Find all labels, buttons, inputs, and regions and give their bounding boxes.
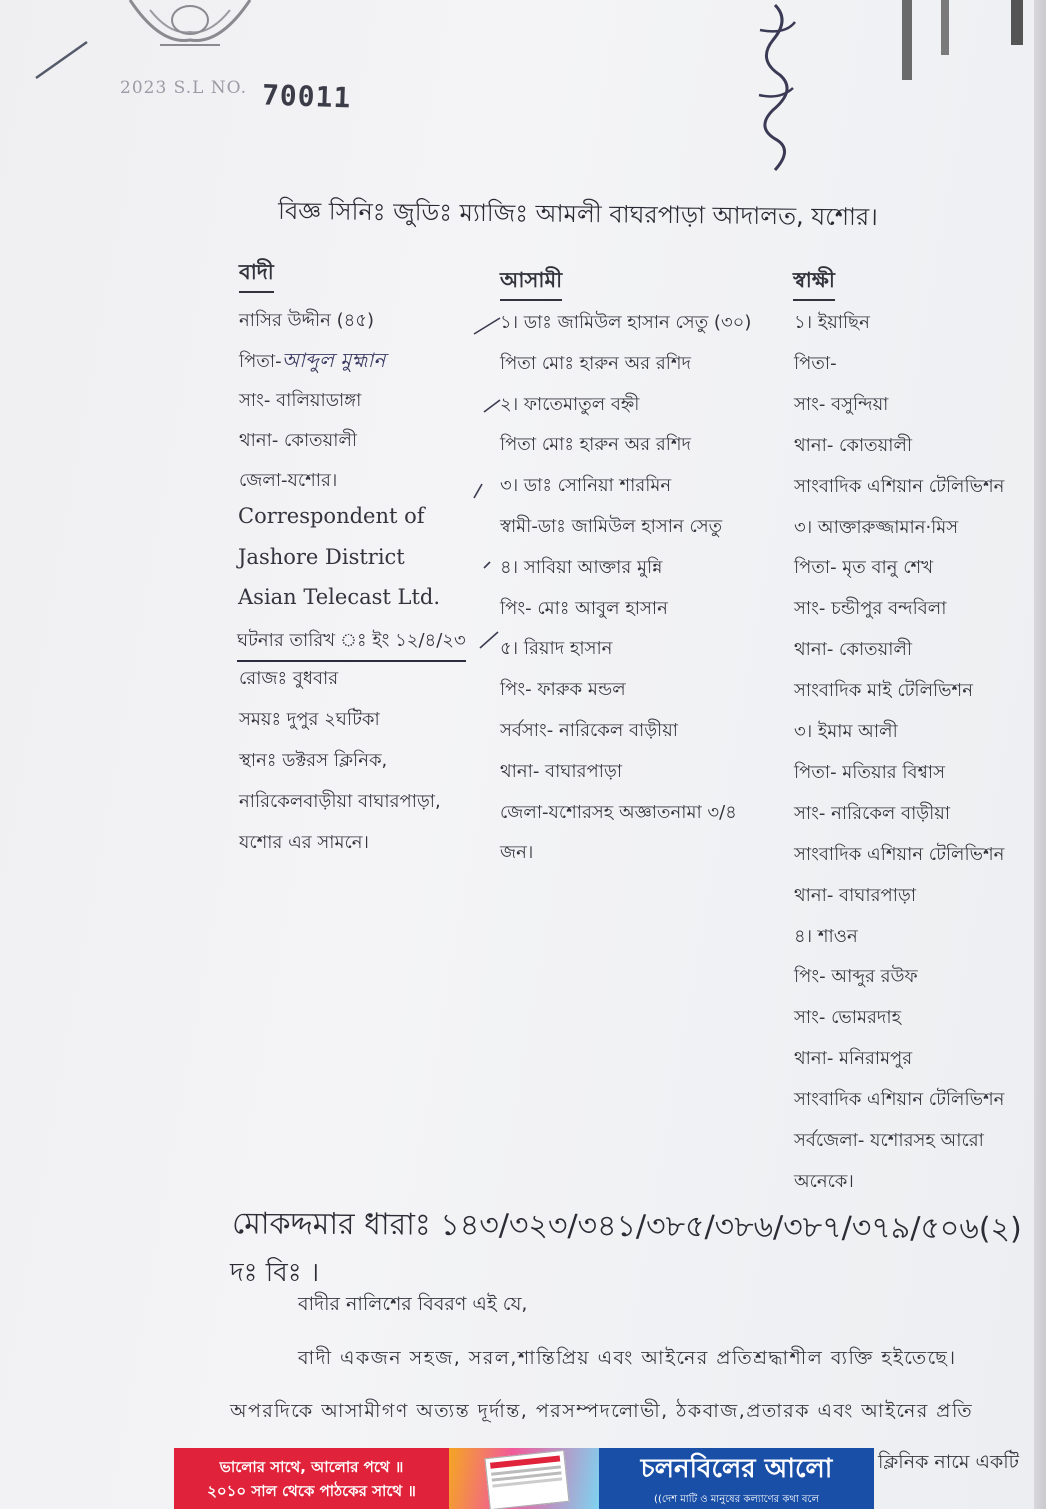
accused-line: ৫। রিয়াদ হাসান bbox=[500, 638, 613, 660]
banner-newspaper-image bbox=[449, 1448, 599, 1509]
edge-stamp bbox=[900, 0, 914, 95]
witness-line: সাংবাদিক এশিয়ান টেলিভিশন bbox=[794, 475, 1005, 497]
incident-date: ঘটনার তারিখ ঃ ইং ১২/৪/২৩ bbox=[237, 626, 466, 662]
newspaper-icon bbox=[485, 1450, 570, 1509]
witness-line: থানা- কোতয়ালী bbox=[794, 639, 913, 661]
tick-marks bbox=[470, 312, 510, 662]
complaint-paragraph-tail: ক্লিনিক নামে একটি bbox=[878, 1451, 1020, 1473]
pen-stroke bbox=[32, 38, 92, 83]
witness-line: থানা- বাঘারপাড়া bbox=[794, 884, 917, 906]
witness-line: সাং- নারিকেল বাড়ীয়া bbox=[794, 802, 951, 824]
plaintiff-village: সাং- বালিয়াডাঙ্গা bbox=[239, 390, 362, 411]
accused-line: পিতা মোঃ হারুন অর রশিদ bbox=[500, 434, 691, 456]
witness-line: সাং- বসুন্দিয়া bbox=[794, 393, 889, 415]
court-title: বিজ্ঞ সিনিঃ জুডিঃ ম্যাজিঃ আমলী বাঘরপাড়া আদালত, যশোর। bbox=[277, 196, 878, 232]
complaint-intro: বাদীর নালিশের বিবরণ এই যে, bbox=[298, 1293, 528, 1315]
witness-line: ৩। আক্তারুজ্জামান·মিস bbox=[794, 516, 959, 538]
plaintiff-father-prefix: পিতা- bbox=[239, 351, 282, 372]
witness-heading: স্বাক্ষী bbox=[793, 264, 835, 301]
page-edge bbox=[1034, 0, 1046, 1509]
witness-line: সাংবাদিক মাই টেলিভিশন bbox=[794, 680, 973, 702]
plaintiff-name: নাসির উদ্দীন (৪৫) bbox=[239, 310, 374, 331]
witness-line: সাং- চন্ডীপুর বন্দবিলা bbox=[794, 598, 947, 620]
plaintiff-eng-line: Jashore District bbox=[238, 545, 405, 569]
incident-day: রোজঃ বুধবার bbox=[239, 668, 339, 689]
accused-line: ৪। সাবিয়া আক্তার মুন্নি bbox=[500, 556, 663, 578]
edge-stamp bbox=[938, 0, 952, 70]
accused-line: জন। bbox=[500, 842, 534, 864]
incident-time: সময়ঃ দুপুর ২ঘটিকা bbox=[239, 709, 380, 730]
plaintiff-father-handwritten: আব্দুল মুহ্মান bbox=[281, 348, 386, 372]
witness-line: অনেকে। bbox=[794, 1170, 854, 1192]
witness-line: সর্বজেলা- যশোরসহ আরো bbox=[794, 1130, 984, 1151]
banner-slogan bbox=[174, 1448, 449, 1509]
banner-tagline: ((দেশ মাটি ও মানুষের কল্যাণের কথা বলে bbox=[654, 1494, 819, 1505]
witness-line: ৪। শাওন bbox=[794, 925, 858, 947]
incident-place: নারিকেলবাড়ীয়া বাঘারপাড়া, bbox=[239, 791, 441, 812]
accused-line: পিং- ফারুক মন্ডল bbox=[500, 679, 626, 701]
witness-line: পিতা- bbox=[794, 352, 837, 374]
witness-line: পিতা- মতিয়ার বিশ্বাস bbox=[794, 761, 945, 783]
incident-place: স্থানঃ ডক্টরস ক্লিনিক, bbox=[239, 750, 388, 771]
complaint-paragraph: বাদী একজন সহজ, সরল,শান্তিপ্রিয় এবং আইনের প্রতিশ্রদ্ধাশীল ব্যক্তি হইতেছে। bbox=[298, 1347, 957, 1369]
government-seal-icon bbox=[120, 0, 260, 50]
dobi-label: দঃ বিঃ । bbox=[230, 1258, 320, 1288]
banner-title: চলনবিলের আলো bbox=[640, 1454, 833, 1484]
plaintiff-heading: বাদী bbox=[239, 256, 274, 293]
banner-slogan-line: ২০১০ সাল থেকে পাঠকের সাথে ॥ bbox=[207, 1481, 416, 1500]
witness-line: পিতা- মৃত বানু শেখ bbox=[794, 557, 934, 579]
accused-line: পিতা মোঃ হারুন অর রশিদ bbox=[500, 352, 691, 374]
serial-number: 70011 bbox=[261, 78, 352, 115]
banner-slogan-line: ভালোর সাথে, আলোর পথে ॥ bbox=[219, 1457, 404, 1476]
handwritten-signature bbox=[745, 0, 805, 175]
complaint-paragraph: অপরদিকে আসামীগণ অত্যন্ত দূর্দান্ত, পরসম্পদলোভী, ঠকবাজ,প্রতারক এবং আইনের প্রতি bbox=[230, 1400, 974, 1422]
witness-line: থানা- মনিরামপুর bbox=[794, 1048, 913, 1070]
plaintiff-district: জেলা-যশোর। bbox=[239, 470, 338, 491]
edge-stamp bbox=[1010, 0, 1024, 50]
newspaper-watermark-banner bbox=[174, 1448, 874, 1509]
plaintiff-father bbox=[239, 346, 385, 379]
accused-line: সর্বসাং- নারিকেল বাড়ীয়া bbox=[500, 720, 679, 741]
plaintiff-eng-line: Asian Telecast Ltd. bbox=[238, 585, 441, 609]
accused-line: স্বামী-ডাঃ জামিউল হাসান সেতু bbox=[500, 516, 723, 537]
witness-line: ৩। ইমাম আলী bbox=[794, 721, 898, 742]
accused-line: ২। ফাতেমাতুল বহ্নী bbox=[500, 393, 640, 415]
witness-line: পিং- আব্দুর রউফ bbox=[794, 966, 918, 988]
case-sections: মোকদ্দমার ধারাঃ ১৪৩/৩২৩/৩৪১/৩৮৫/৩৮৬/৩৮৭/৩৭৯/৫০৬(২) bbox=[231, 1206, 1022, 1247]
serial-label: 2023 S.L NO. bbox=[120, 78, 248, 98]
witness-line: সাংবাদিক এশিয়ান টেলিভিশন bbox=[794, 1089, 1005, 1111]
accused-heading: আসামী bbox=[500, 264, 562, 301]
witness-line: থানা- কোতয়ালী bbox=[794, 434, 913, 456]
witness-line: ১। ইয়াছিন bbox=[794, 312, 870, 333]
incident-place: যশোর এর সামনে। bbox=[239, 832, 369, 853]
witness-line: সাংবাদিক এশিয়ান টেলিভিশন bbox=[794, 843, 1005, 865]
accused-line: ৩। ডাঃ সোনিয়া শারমিন bbox=[500, 475, 672, 497]
banner-brand bbox=[599, 1448, 874, 1509]
plaintiff-eng-line: Correspondent of bbox=[238, 504, 425, 528]
accused-line: জেলা-যশোরসহ অজ্ঞাতনামা ৩/৪ bbox=[500, 801, 737, 823]
accused-line: থানা- বাঘারপাড়া bbox=[500, 760, 623, 782]
accused-line: ১। ডাঃ জামিউল হাসান সেতু (৩০) bbox=[500, 312, 752, 333]
witness-line: সাং- ভোমরদাহ bbox=[794, 1007, 902, 1029]
accused-line: পিং- মোঃ আবুল হাসান bbox=[500, 597, 668, 619]
plaintiff-thana: থানা- কোতয়ালী bbox=[239, 430, 358, 451]
